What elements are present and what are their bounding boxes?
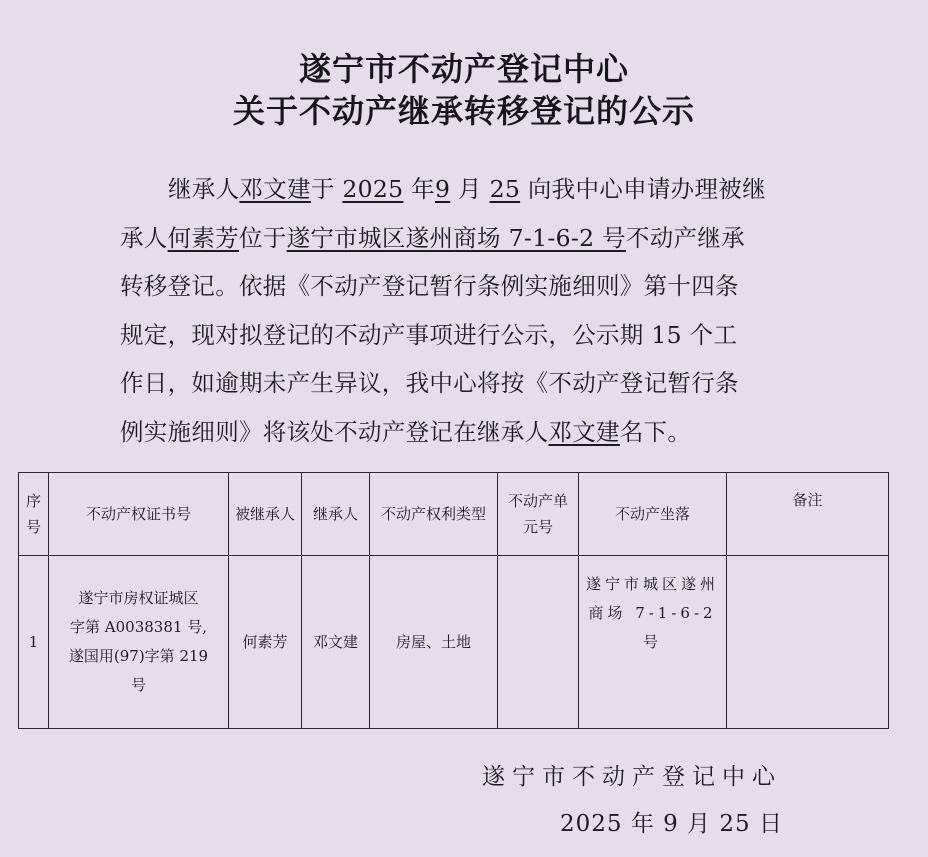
body-line-6: 例实施细则》将该处不动产登记在继承人邓文建名下。	[120, 417, 692, 446]
title-line-1: 遂宁市不动产登记中心	[298, 50, 629, 88]
cell-right-type: 房屋、土地	[370, 556, 498, 729]
header-cert: 不动产权证书号	[49, 473, 229, 556]
body-line-4: 规定，现对拟登记的不动产事项进行公示，公示期 15 个工	[120, 320, 738, 349]
table-header-row	[19, 473, 889, 556]
header-right-type: 不动产权利类型	[370, 473, 498, 556]
title-line-2: 关于不动产继承转移登记的公示	[232, 92, 695, 130]
body-line-3: 转移登记。依据《不动产登记暂行条例实施细则》第十四条	[120, 272, 739, 300]
registration-table	[18, 472, 889, 729]
apply-month: 9	[434, 175, 451, 203]
header-location: 不动产坐落	[579, 473, 727, 556]
cell-location: 遂宁市城区遂州 商场 7-1-6-2 号	[579, 556, 727, 729]
header-seq: 序号	[19, 473, 49, 556]
header-unit-no: 不动产单元号	[498, 473, 579, 556]
heir-name-2: 邓文建	[548, 417, 620, 446]
notice-body	[120, 165, 810, 456]
cell-unit-no	[498, 556, 579, 729]
header-heir: 继承人	[302, 473, 370, 556]
body-line-2: 承人何素芳位于遂宁市城区遂州商场 7-1-6-2 号不动产继承	[120, 223, 745, 252]
signature-org: 遂宁市不动产登记中心	[482, 764, 782, 790]
signature-date: 2025 年 9 月 25 日	[560, 811, 783, 837]
cell-heir: 邓文建	[302, 556, 370, 729]
body-line-1: 继承人邓文建于 2025 年9 月 25 向我中心申请办理被继	[168, 175, 766, 203]
apply-day: 25	[489, 175, 521, 203]
table-row	[19, 556, 889, 729]
heir-name: 邓文建	[239, 175, 311, 203]
property-address: 遂宁市城区遂州商场 7-1-6-2 号	[286, 223, 626, 252]
cell-remark	[727, 556, 889, 729]
cell-seq: 1	[19, 556, 49, 729]
cell-decedent: 何素芳	[229, 556, 302, 729]
cell-cert: 遂宁市房权证城区 字第 A0038381 号, 遂国用(97)字第 219 号	[49, 556, 229, 729]
header-remark: 备注	[727, 473, 889, 556]
header-decedent: 被继承人	[229, 473, 302, 556]
body-line-5: 作日，如逾期未产生异议，我中心将按《不动产登记暂行条	[120, 369, 739, 397]
apply-year: 2025	[342, 175, 404, 203]
decedent-name: 何素芳	[167, 223, 240, 252]
